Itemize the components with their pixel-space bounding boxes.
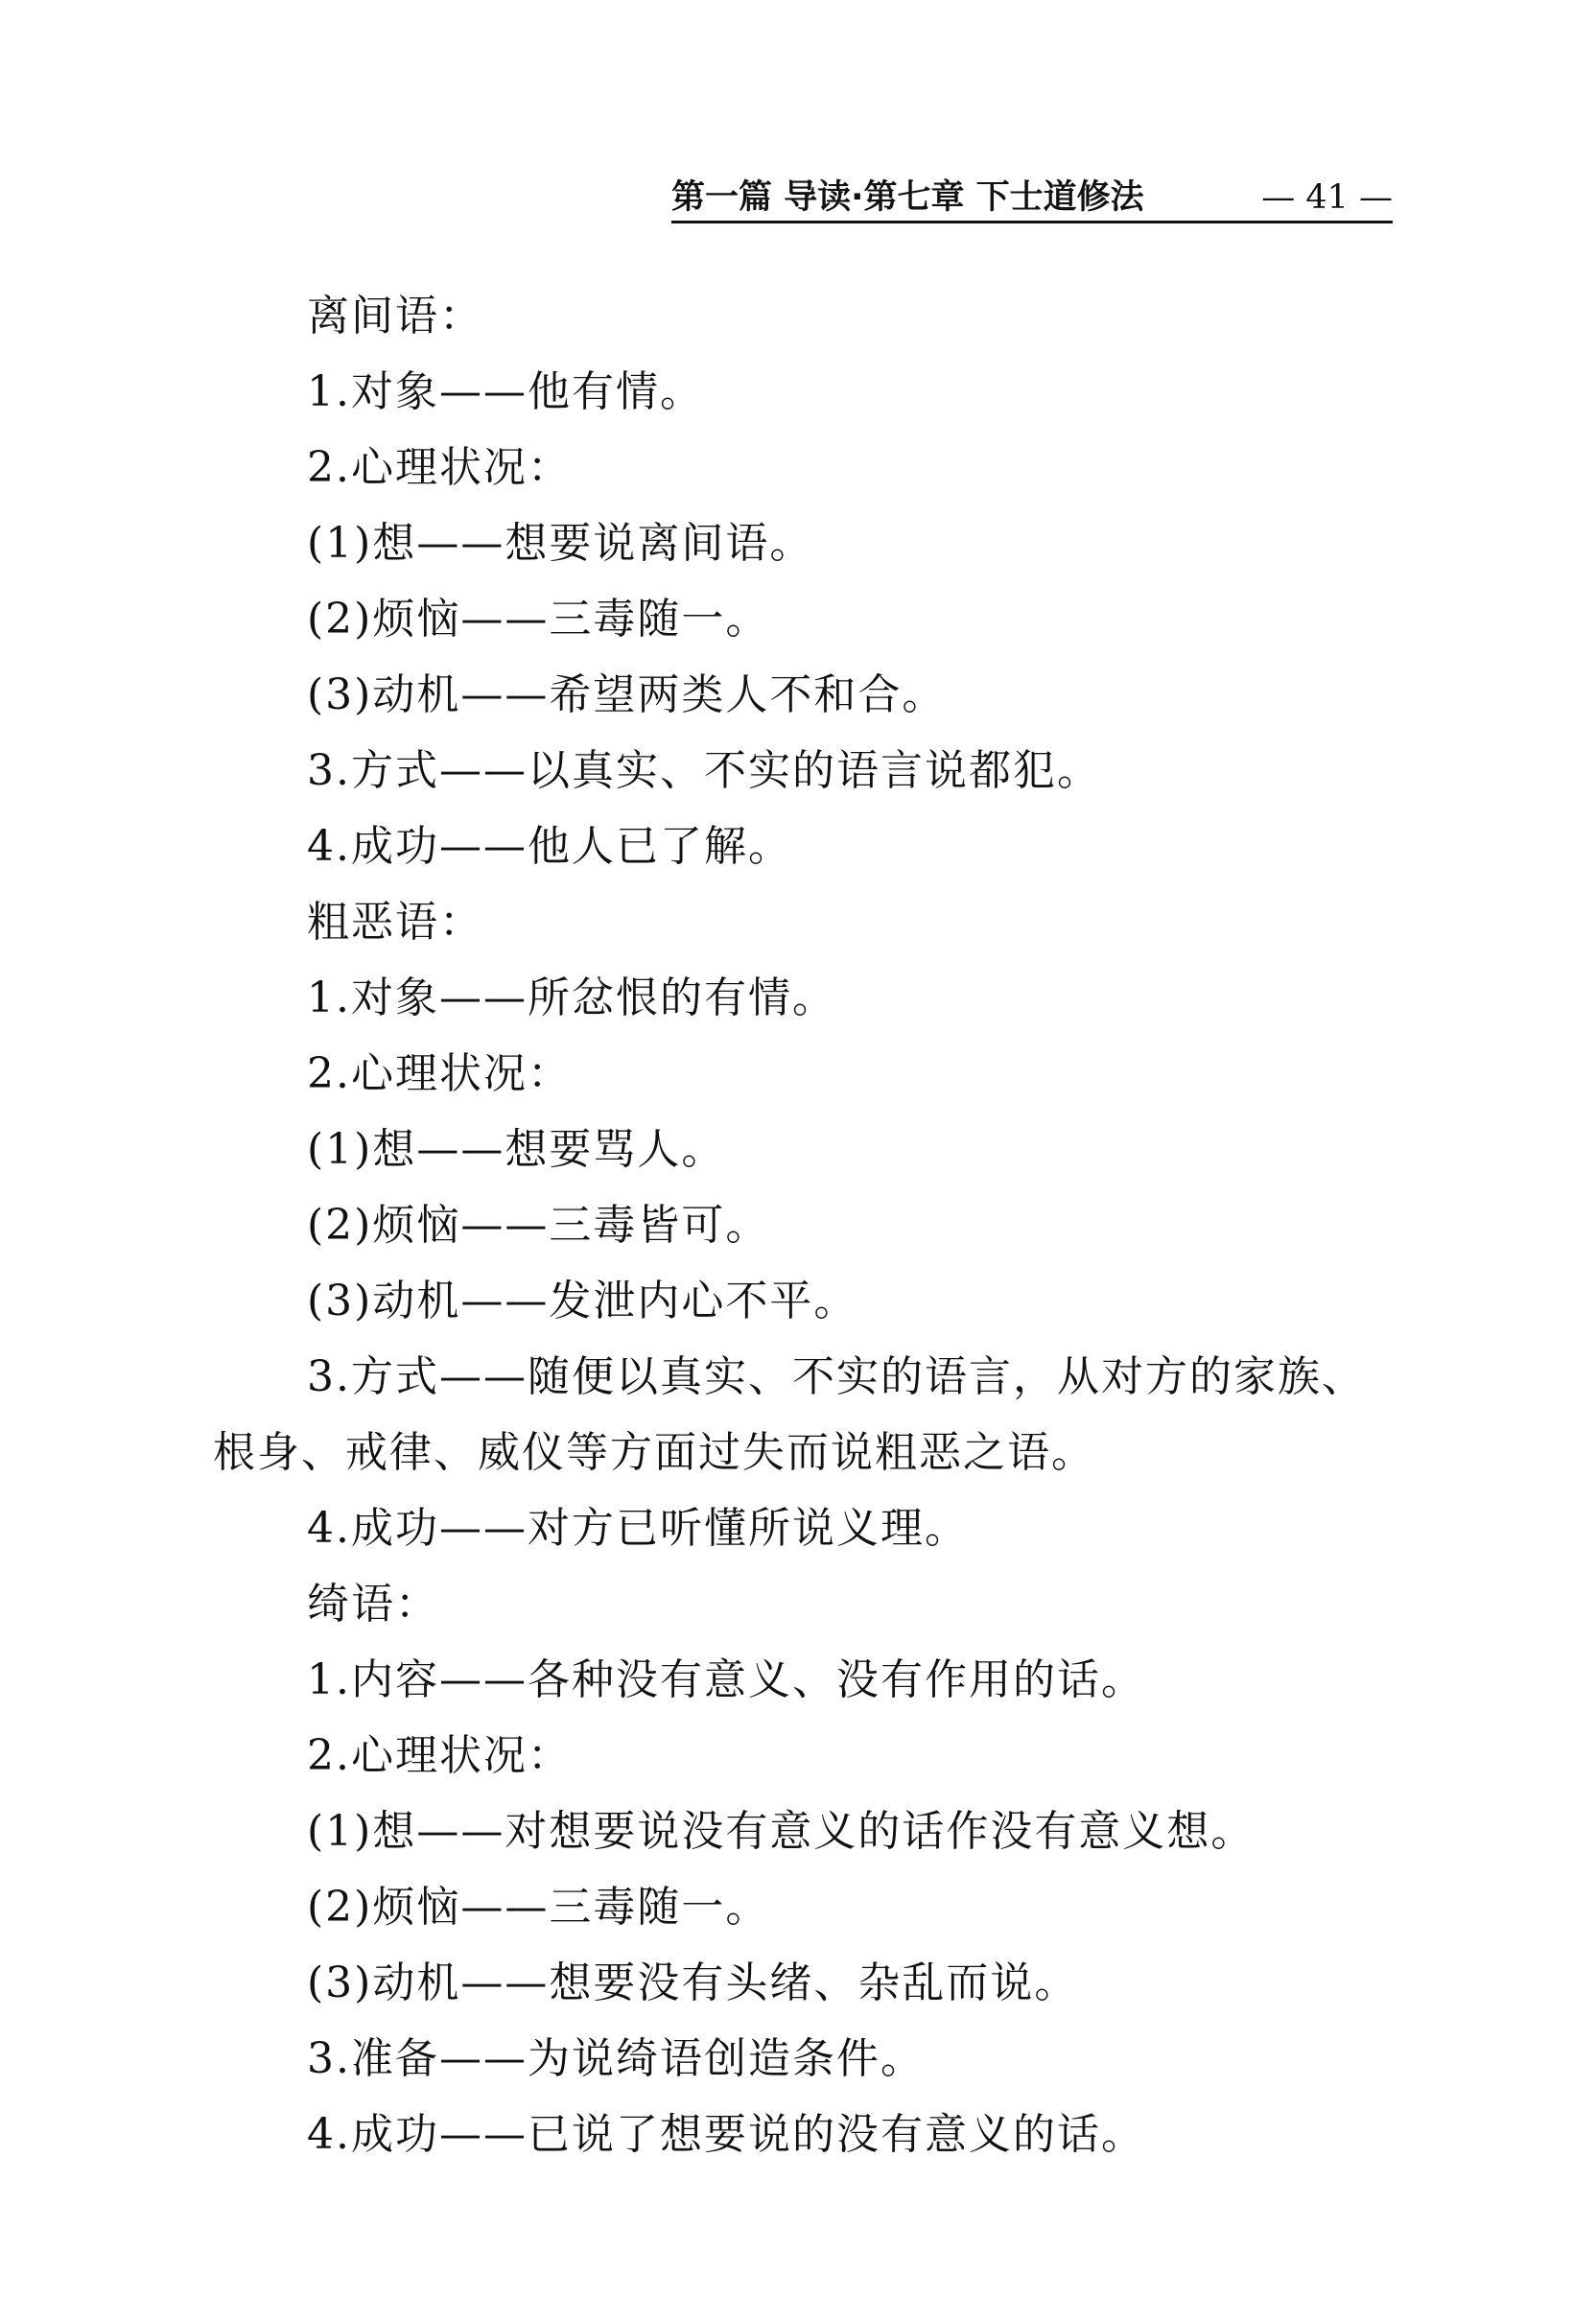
text-line: (2)烦恼——三毒皆可。 [307,1201,770,1250]
text-line: (1)想——想要骂人。 [307,1125,726,1174]
text-line: 4.成功——已说了想要说的没有意义的话。 [307,2110,1145,2159]
section-heading-qi-yu: 绮语： [307,1580,439,1629]
text-line: (1)想——对想要说没有意义的话作没有意义想。 [307,1807,1256,1856]
text-line: 4.成功——对方已听懂所说义理。 [307,1504,969,1553]
running-header [671,175,1393,223]
text-line: (2)烦恼——三毒随一。 [307,595,770,644]
text-line: (1)想——想要说离间语。 [307,519,814,568]
section-heading-cu-e-yu: 粗恶语： [307,898,483,947]
text-line: (2)烦恼——三毒随一。 [307,1883,770,1932]
section-heading-li-jian-yu: 离间语： [307,292,483,340]
text-line: 2.心理状况： [307,1731,572,1780]
text-line: 1.内容——各种没有意义、没有作用的话。 [307,1655,1145,1704]
chapter-title: 第一篇 导读·第七章 下士道修法 [671,178,1144,217]
text-line: 3.方式——随便以真实、不实的语言，从对方的家族、 [307,1352,1366,1401]
text-line: 3.准备——为说绮语创造条件。 [307,2034,925,2083]
text-line: 4.成功——他人已了解。 [307,822,792,871]
text-line: (3)动机——想要没有头绪、杂乱而说。 [307,1958,1079,2007]
text-line: 1.对象——他有情。 [307,367,704,416]
text-line: (3)动机——希望两类人不和合。 [307,670,947,719]
text-line: 3.方式——以真实、不实的语言说都犯。 [307,746,1101,795]
text-line: 1.对象——所忿恨的有情。 [307,973,836,1022]
text-line: 2.心理状况： [307,443,572,492]
text-line-continuation: 根身、戒律、威仪等方面过失而说粗恶之语。 [213,1428,1095,1477]
text-line: (3)动机——发泄内心不平。 [307,1277,858,1325]
page-number: — 41 — [1261,178,1393,217]
text-line: 2.心理状况： [307,1049,572,1098]
